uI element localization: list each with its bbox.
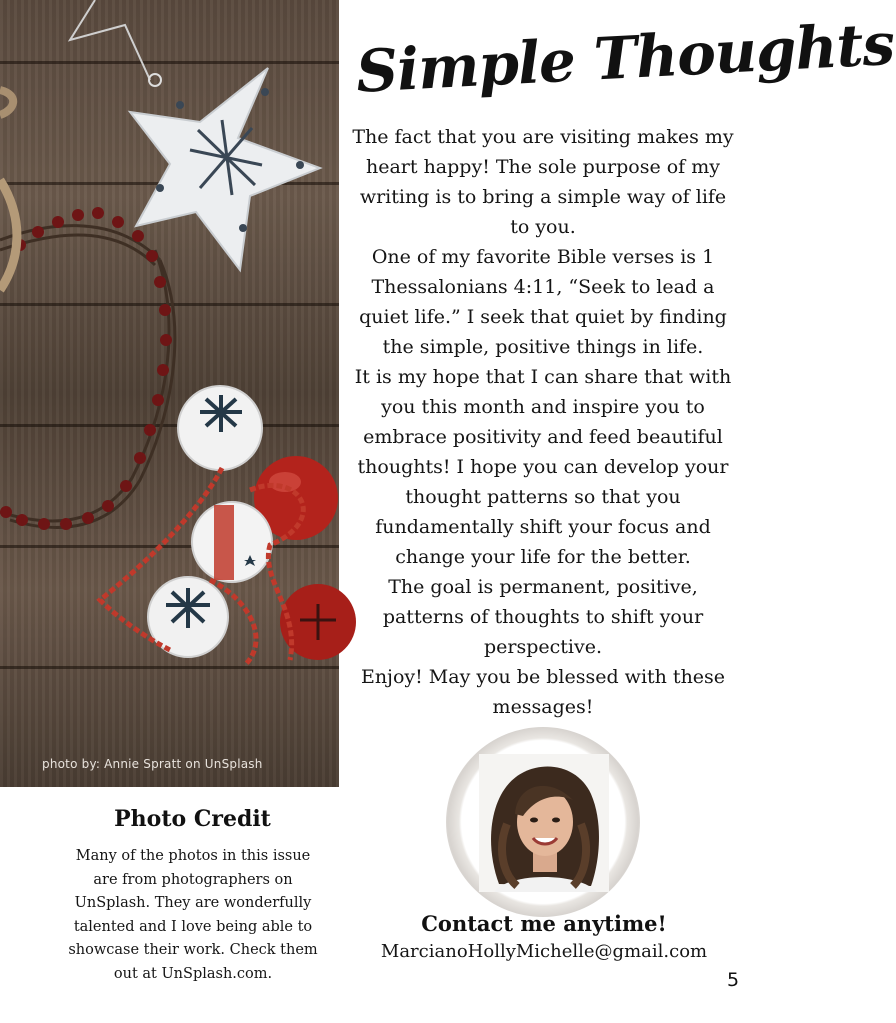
white-bell-middle bbox=[192, 502, 272, 582]
page-title: Simple Thoughts bbox=[354, 9, 896, 106]
contact-email[interactable]: MarcianoHollyMichelle@gmail.com bbox=[380, 941, 708, 962]
intro-text bbox=[352, 122, 734, 722]
wreath bbox=[0, 226, 175, 528]
contact-heading: Contact me anytime! bbox=[421, 911, 667, 936]
paragraph: Enjoy! May you be blessed with these messages! bbox=[360, 666, 726, 718]
page-number: 5 bbox=[727, 969, 740, 991]
star-ornament bbox=[130, 68, 320, 270]
paragraph: One of my favorite Bible verses is 1 Thessalonians 4:11, “Seek to lead a quiet life.” I seek that quiet by finding the simple, positive things in life. bbox=[359, 246, 727, 358]
photo-credit-heading: Photo Credit bbox=[114, 806, 271, 832]
white-bell-top bbox=[178, 386, 262, 470]
photo-credit-text: Many of the photos in this issue are from photographers on UnSplash. They are wonderfully talented and I love being able to showcase their work. Check them out at UnSplash.com. bbox=[68, 848, 318, 982]
berries bbox=[0, 207, 172, 530]
paragraph: The fact that you are visiting makes my heart happy! The sole purpose of my writing is to bring a simple way of life to you. bbox=[352, 126, 734, 238]
author-portrait bbox=[479, 754, 609, 892]
author-portrait-frame bbox=[446, 727, 640, 917]
photo-caption: photo by: Annie Spratt on UnSplash bbox=[42, 757, 263, 771]
holiday-photo bbox=[0, 0, 339, 787]
photo-illustration bbox=[0, 0, 339, 787]
paragraph: It is my hope that I can share that with you this month and inspire you to embrace positivity and feed beautiful thoughts! I hope you can develop your thought patterns so that you fundamentally shift your focus and change your life for the better. bbox=[354, 366, 732, 568]
portrait-illustration bbox=[479, 754, 609, 892]
paragraph: The goal is permanent, positive, patterns of thoughts to shift your perspective. bbox=[382, 576, 704, 658]
